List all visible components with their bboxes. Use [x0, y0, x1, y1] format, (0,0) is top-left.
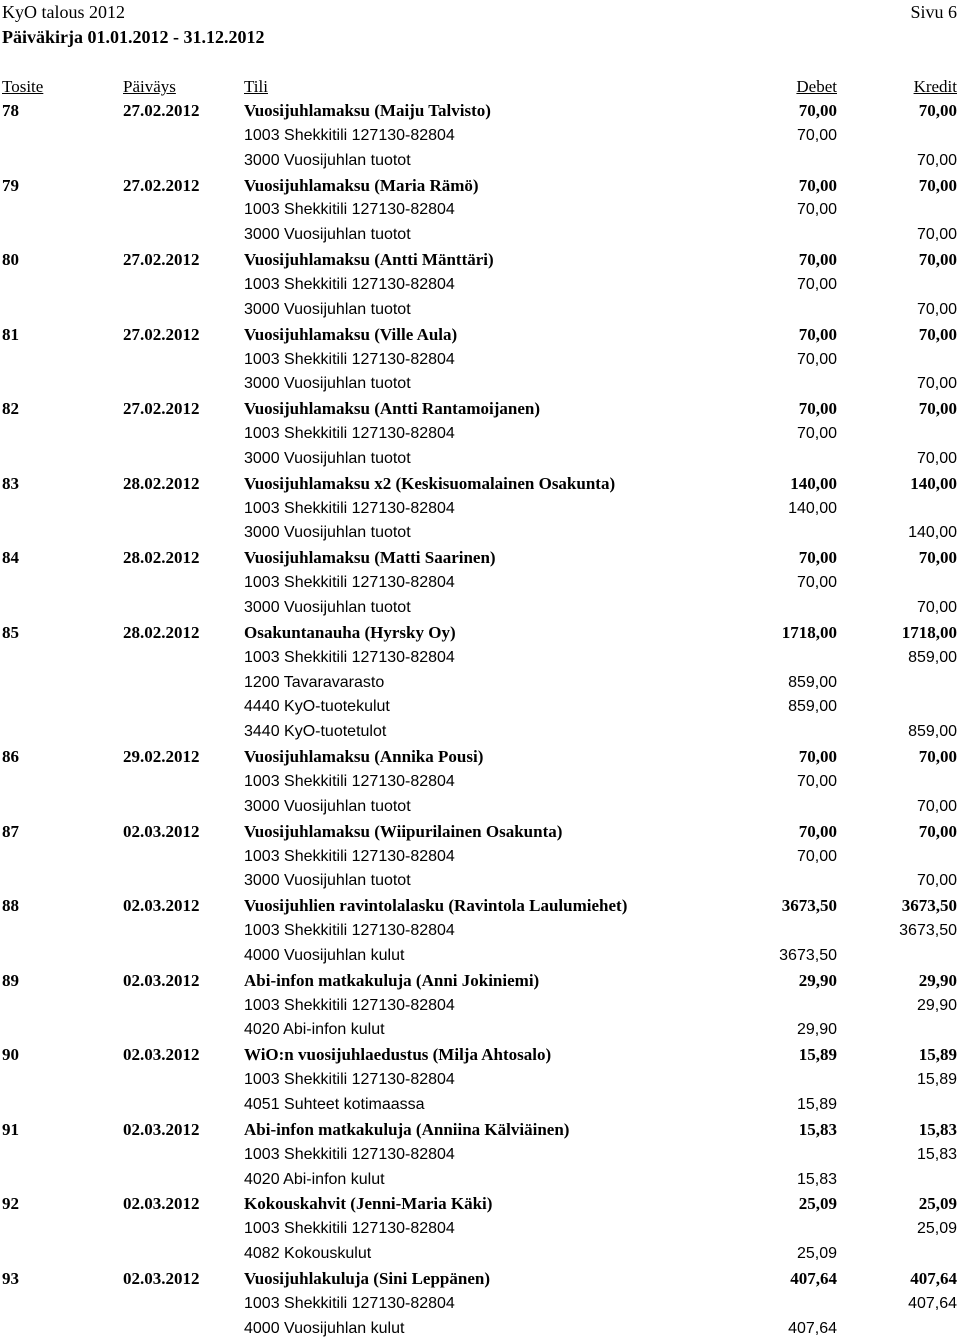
entry-kredit-total: 1718,00: [901, 622, 957, 642]
entry-number: 92: [2, 1194, 19, 1214]
line-account: 3000 Vuosijuhlan tuotot: [244, 151, 411, 169]
entry-number: 79: [2, 175, 19, 195]
entry-kredit-total: 70,00: [918, 324, 957, 344]
line-account: 1003 Shekkitili 127130-82804: [244, 1294, 455, 1312]
line-account: 3000 Vuosijuhlan tuotot: [244, 599, 411, 616]
line-debet: 140,00: [788, 499, 837, 517]
entry-kredit-total: 29,90: [918, 970, 957, 990]
line-account: 3440 KyO-tuotetulot: [244, 723, 387, 741]
line-kredit: 407,64: [908, 1294, 957, 1312]
entry-date: 02.03.2012: [123, 1119, 200, 1139]
entry-description: Vuosijuhlamaksu (Maiju Talvisto): [244, 101, 491, 120]
line-kredit: 70,00: [916, 872, 957, 890]
entry-date: 27.02.2012: [123, 175, 200, 195]
line-account: 3000 Vuosijuhlan tuotot: [244, 300, 411, 318]
col-header-tosite: Tosite: [2, 77, 44, 96]
line-account: 4000 Vuosijuhlan kulut: [244, 1319, 405, 1337]
line-account: 1003 Shekkitili 127130-82804: [244, 922, 455, 940]
entry-date: 27.02.2012: [123, 250, 200, 270]
entry-kredit-total: 70,00: [918, 250, 957, 270]
entry-debet-total: 140,00: [790, 473, 837, 493]
entry-number: 86: [2, 747, 19, 767]
entry-debet-total: 70,00: [798, 101, 837, 120]
line-kredit: 70,00: [916, 151, 957, 169]
entry-number: 89: [2, 970, 19, 990]
entry-number: 90: [2, 1045, 19, 1065]
entry-date: 29.02.2012: [123, 747, 200, 767]
entry-debet-total: 70,00: [798, 175, 837, 195]
entry-number: 81: [2, 324, 19, 344]
col-header-kredit: Kredit: [913, 77, 957, 96]
entry-number: 91: [2, 1119, 19, 1139]
entry-date: 28.02.2012: [123, 548, 200, 568]
entry-description: Vuosijuhlamaksu (Antti Mänttäri): [244, 250, 494, 270]
line-account: 1003 Shekkitili 127130-82804: [244, 350, 455, 368]
entry-description: Vuosijuhlamaksu (Matti Saarinen): [244, 548, 496, 568]
line-debet: 15,89: [796, 1096, 837, 1113]
entry-debet-total: 15,89: [798, 1045, 837, 1065]
line-kredit: 859,00: [908, 723, 957, 741]
line-debet: 70,00: [796, 350, 837, 368]
org-title: KyO talous 2012: [2, 2, 125, 22]
entry-debet-total: 70,00: [798, 747, 837, 767]
line-debet: 859,00: [788, 673, 837, 691]
entry-number: 87: [2, 821, 19, 841]
line-kredit: 70,00: [916, 449, 957, 467]
col-header-tili: Tili: [244, 77, 268, 96]
line-kredit: 15,83: [916, 1145, 957, 1163]
line-account: 3000 Vuosijuhlan tuotot: [244, 524, 411, 542]
line-account: 4051 Suhteet kotimaassa: [244, 1096, 425, 1113]
entry-date: 02.03.2012: [123, 896, 200, 916]
line-debet: 859,00: [788, 698, 837, 716]
line-account: 1003 Shekkitili 127130-82804: [244, 201, 455, 219]
entry-number: 84: [2, 548, 19, 568]
line-account: 1003 Shekkitili 127130-82804: [244, 772, 455, 790]
line-account: 3000 Vuosijuhlan tuotot: [244, 872, 411, 890]
entry-date: 02.03.2012: [123, 1194, 200, 1214]
entry-debet-total: 70,00: [798, 250, 837, 270]
col-header-debet: Debet: [796, 77, 837, 96]
line-account: 4440 KyO-tuotekulut: [244, 698, 390, 716]
line-debet: 70,00: [796, 126, 837, 144]
entry-date: 27.02.2012: [123, 324, 200, 344]
entry-debet-total: 29,90: [798, 970, 837, 990]
entry-debet-total: 70,00: [798, 821, 837, 841]
entry-description: Vuosijuhlamaksu (Annika Pousi): [244, 747, 484, 767]
entry-date: 02.03.2012: [123, 821, 200, 841]
line-account: 4082 Kokouskulut: [244, 1245, 372, 1263]
entry-number: 78: [2, 101, 19, 120]
entry-number: 82: [2, 399, 19, 419]
entry-kredit-total: 3673,50: [901, 896, 957, 916]
entry-description: Vuosijuhlamaksu (Maria Rämö): [244, 175, 479, 195]
entry-debet-total: 3673,50: [781, 896, 837, 916]
entry-kredit-total: 70,00: [918, 399, 957, 419]
entry-description: Vuosijuhlakuluja (Sini Leppänen): [244, 1268, 490, 1288]
entry-kredit-total: 70,00: [918, 101, 957, 120]
entry-debet-total: 25,09: [798, 1194, 837, 1214]
line-kredit: 859,00: [908, 648, 957, 666]
entry-description: Kokouskahvit (Jenni-Maria Käki): [244, 1194, 493, 1214]
line-account: 4000 Vuosijuhlan kulut: [244, 946, 405, 964]
entry-kredit-total: 140,00: [910, 473, 957, 493]
line-debet: 70,00: [796, 574, 837, 592]
line-account: 4020 Abi-infon kulut: [244, 1170, 385, 1188]
line-kredit: 3673,50: [899, 922, 957, 940]
entry-kredit-total: 70,00: [918, 821, 957, 841]
line-kredit: 70,00: [916, 300, 957, 318]
line-debet: 70,00: [796, 847, 837, 865]
entry-debet-total: 407,64: [790, 1268, 837, 1288]
line-debet: 70,00: [796, 772, 837, 790]
entry-debet-total: 15,83: [798, 1119, 837, 1139]
entry-date: 02.03.2012: [123, 970, 200, 990]
entry-kredit-total: 25,09: [918, 1194, 957, 1214]
line-kredit: 15,89: [916, 1071, 957, 1089]
line-account: 1003 Shekkitili 127130-82804: [244, 275, 455, 293]
line-account: 1003 Shekkitili 127130-82804: [244, 425, 455, 443]
line-debet: 25,09: [796, 1245, 837, 1263]
line-account: 1003 Shekkitili 127130-82804: [244, 1145, 455, 1163]
entry-kredit-total: 15,83: [918, 1119, 957, 1139]
entry-number: 83: [2, 473, 19, 493]
entry-kredit-total: 70,00: [918, 747, 957, 767]
entry-description: Osakuntanauha (Hyrsky Oy): [244, 622, 456, 642]
entry-debet-total: 70,00: [798, 399, 837, 419]
line-kredit: 70,00: [916, 797, 957, 815]
line-debet: 70,00: [796, 425, 837, 443]
entry-number: 93: [2, 1268, 19, 1288]
line-debet: 70,00: [796, 201, 837, 219]
entry-number: 80: [2, 250, 19, 270]
entry-description: Abi-infon matkakuluja (Anniina Kälviäinen): [244, 1119, 570, 1139]
line-kredit: 70,00: [916, 375, 957, 393]
entry-date: 02.03.2012: [123, 1268, 200, 1288]
line-kredit: 25,09: [916, 1220, 957, 1238]
entry-description: Vuosijuhlien ravintolalasku (Ravintola Laulumiehet): [244, 896, 628, 916]
entry-debet-total: 70,00: [798, 324, 837, 344]
entry-kredit-total: 407,64: [910, 1268, 957, 1288]
col-header-paivays: Päiväys: [123, 77, 176, 96]
entry-description: Vuosijuhlamaksu (Wiipurilainen Osakunta): [244, 821, 563, 841]
line-account: 1003 Shekkitili 127130-82804: [244, 648, 455, 666]
journal-title: Päiväkirja 01.01.2012 - 31.12.2012: [2, 27, 265, 47]
line-account: 1003 Shekkitili 127130-82804: [244, 1220, 455, 1238]
entry-date: 28.02.2012: [123, 473, 200, 493]
line-account: 1003 Shekkitili 127130-82804: [244, 574, 455, 592]
entry-description: Vuosijuhlamaksu x2 (Keskisuomalainen Osakunta): [244, 473, 616, 493]
line-debet: 3673,50: [779, 946, 837, 964]
line-kredit: 70,00: [916, 226, 957, 244]
entry-kredit-total: 15,89: [918, 1045, 957, 1065]
line-account: 3000 Vuosijuhlan tuotot: [244, 375, 411, 393]
line-debet: 15,83: [796, 1170, 837, 1188]
entry-date: 27.02.2012: [123, 101, 200, 120]
entry-debet-total: 1718,00: [781, 622, 837, 642]
line-kredit: 140,00: [908, 524, 957, 542]
entry-kredit-total: 70,00: [918, 548, 957, 568]
line-debet: 407,64: [788, 1319, 837, 1337]
entry-debet-total: 70,00: [798, 548, 837, 568]
line-account: 3000 Vuosijuhlan tuotot: [244, 226, 411, 244]
line-account: 3000 Vuosijuhlan tuotot: [244, 797, 411, 815]
entry-number: 88: [2, 896, 19, 916]
page-number: Sivu 6: [910, 2, 957, 22]
entry-number: 85: [2, 622, 19, 642]
line-account: 1003 Shekkitili 127130-82804: [244, 126, 455, 144]
entry-description: Vuosijuhlamaksu (Ville Aula): [244, 324, 458, 344]
line-account: 1003 Shekkitili 127130-82804: [244, 847, 455, 865]
entry-date: 02.03.2012: [123, 1045, 200, 1065]
entry-date: 28.02.2012: [123, 622, 200, 642]
entry-description: Abi-infon matkakuluja (Anni Jokiniemi): [244, 970, 540, 990]
entry-kredit-total: 70,00: [918, 175, 957, 195]
entry-description: WiO:n vuosijuhlaedustus (Milja Ahtosalo): [244, 1045, 552, 1065]
line-account: 3000 Vuosijuhlan tuotot: [244, 449, 411, 467]
entry-description: Vuosijuhlamaksu (Antti Rantamoijanen): [244, 399, 540, 419]
line-kredit: 29,90: [916, 996, 957, 1014]
line-debet: 29,90: [796, 1021, 837, 1039]
line-account: 1003 Shekkitili 127130-82804: [244, 996, 455, 1014]
line-account: 1200 Tavaravarasto: [244, 673, 385, 691]
line-account: 1003 Shekkitili 127130-82804: [244, 1071, 455, 1089]
line-debet: 70,00: [796, 275, 837, 293]
entry-date: 27.02.2012: [123, 399, 200, 419]
line-kredit: 70,00: [916, 599, 957, 616]
line-account: 4020 Abi-infon kulut: [244, 1021, 385, 1039]
line-account: 1003 Shekkitili 127130-82804: [244, 499, 455, 517]
